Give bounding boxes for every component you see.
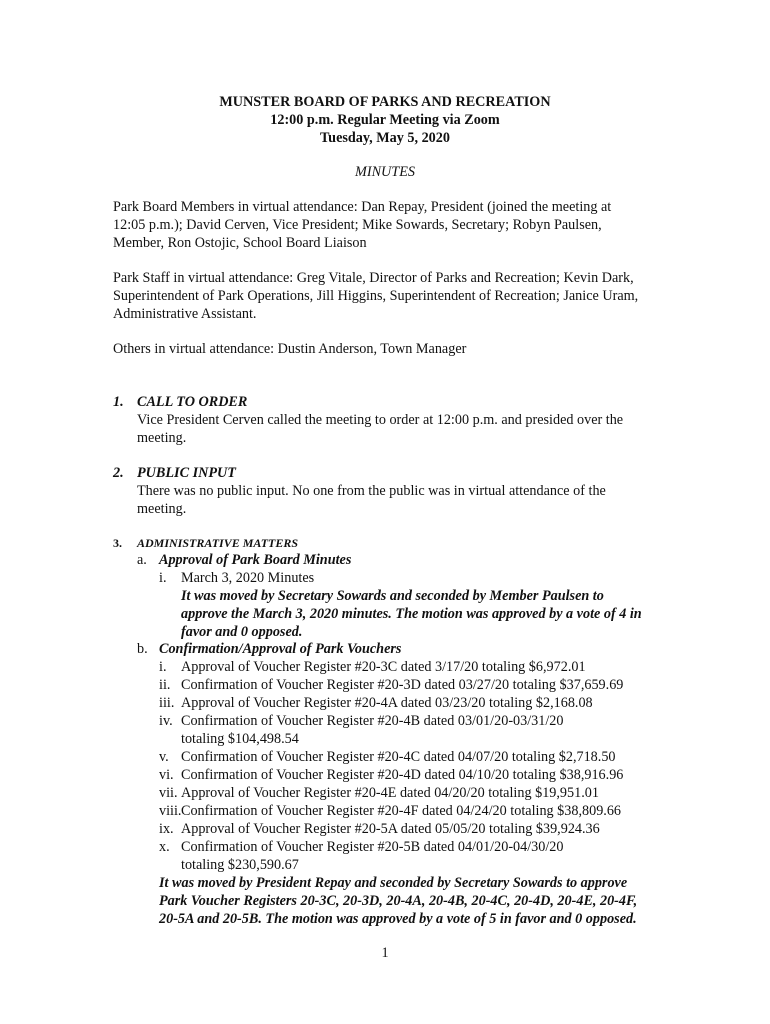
section-2-text-line-2: meeting.: [137, 501, 187, 517]
board-attendance-line-3: Member, Ron Ostojic, School Board Liaison: [113, 235, 367, 251]
section-1-title: CALL TO ORDER: [137, 394, 248, 410]
section-2-title: PUBLIC INPUT: [137, 465, 236, 481]
voucher-item: Confirmation of Voucher Register #20-4B dated 03/01/20-03/31/20: [181, 713, 564, 729]
subsection-a-i-marker: i.: [159, 570, 167, 586]
minutes-motion-line-3: favor and 0 opposed.: [181, 624, 303, 640]
board-attendance-line-1: Park Board Members in virtual attendance: Dan Repay, President (joined the meeting at: [113, 199, 612, 215]
section-2-number: 2.: [113, 465, 124, 481]
voucher-item: Approval of Voucher Register #20-4A dated 03/23/20 totaling $2,168.08: [181, 695, 593, 711]
voucher-item: Confirmation of Voucher Register #20-3D dated 03/27/20 totaling $37,659.69: [181, 677, 624, 693]
subsection-b-title: Confirmation/Approval of Park Vouchers: [159, 641, 402, 657]
staff-attendance-line-2: Superintendent of Park Operations, Jill Higgins, Superintendent of Recreation; Janice Uram,: [113, 288, 639, 304]
voucher-item: Approval of Voucher Register #20-5A dated 05/05/20 totaling $39,924.36: [181, 821, 600, 837]
voucher-motion-line-3: 20-5A and 20-5B. The motion was approved by a vote of 5 in favor and 0 opposed.: [159, 911, 637, 927]
voucher-item-marker: i.: [159, 659, 167, 675]
voucher-item-marker: x.: [159, 839, 170, 855]
voucher-item: Approval of Voucher Register #20-3C dated 3/17/20 totaling $6,972.01: [181, 659, 586, 675]
minutes-motion-line-1: It was moved by Secretary Sowards and seconded by Member Paulsen to: [181, 588, 604, 604]
voucher-item: Confirmation of Voucher Register #20-4D dated 04/10/20 totaling $38,916.96: [181, 767, 624, 783]
voucher-item-marker: vii.: [159, 785, 178, 801]
voucher-item-marker: ix.: [159, 821, 174, 837]
voucher-item: Confirmation of Voucher Register #20-4C dated 04/07/20 totaling $2,718.50: [181, 749, 616, 765]
section-2-text-line-1: There was no public input. No one from the public was in virtual attendance of the: [137, 483, 606, 499]
subsection-b-marker: b.: [137, 641, 148, 657]
staff-attendance-line-1: Park Staff in virtual attendance: Greg Vitale, Director of Parks and Recreation; Kevin Dark,: [113, 270, 634, 286]
voucher-item: Confirmation of Voucher Register #20-4F dated 04/24/20 totaling $38,809.66: [181, 803, 622, 819]
org-title: MUNSTER BOARD OF PARKS AND RECREATION: [219, 94, 551, 110]
minutes-motion-line-2: approve the March 3, 2020 minutes. The motion was approved by a vote of 4 in: [181, 606, 642, 622]
voucher-item-marker: viii.: [159, 803, 182, 819]
minutes-date-item: March 3, 2020 Minutes: [181, 570, 315, 586]
meeting-date: Tuesday, May 5, 2020: [320, 130, 450, 146]
meeting-subtitle: 12:00 p.m. Regular Meeting via Zoom: [270, 112, 500, 128]
voucher-motion-line-2: Park Voucher Registers 20-3C, 20-3D, 20-4A, 20-4B, 20-4C, 20-4D, 20-4E, 20-4F,: [159, 893, 638, 909]
voucher-item-marker: iv.: [159, 713, 173, 729]
voucher-item-continuation: totaling $104,498.54: [181, 731, 299, 747]
voucher-motion-line-1: It was moved by President Repay and seconded by Secretary Sowards to approve: [159, 875, 628, 891]
others-attendance: Others in virtual attendance: Dustin Anderson, Town Manager: [113, 341, 467, 357]
section-1-text-line-1: Vice President Cerven called the meeting to order at 12:00 p.m. and presided over the: [137, 412, 624, 428]
voucher-item-marker: vi.: [159, 767, 174, 783]
voucher-item-marker: v.: [159, 749, 169, 765]
subsection-a-title: Approval of Park Board Minutes: [159, 552, 352, 568]
section-1-number: 1.: [113, 394, 124, 410]
voucher-item-marker: iii.: [159, 695, 175, 711]
page-number: 1: [381, 945, 389, 961]
board-attendance-line-2: 12:05 p.m.); David Cerven, Vice President; Mike Sowards, Secretary; Robyn Paulsen,: [113, 217, 602, 233]
voucher-item: Confirmation of Voucher Register #20-5B dated 04/01/20-04/30/20: [181, 839, 564, 855]
section-3-title: ADMINISTRATIVE MATTERS: [137, 536, 299, 550]
voucher-item-continuation: totaling $230,590.67: [181, 857, 299, 873]
voucher-item: Approval of Voucher Register #20-4E dated 04/20/20 totaling $19,951.01: [181, 785, 599, 801]
subsection-a-marker: a.: [137, 552, 147, 568]
minutes-heading: MINUTES: [355, 164, 415, 180]
voucher-item-marker: ii.: [159, 677, 171, 693]
section-1-text-line-2: meeting.: [137, 430, 187, 446]
staff-attendance-line-3: Administrative Assistant.: [113, 306, 257, 322]
section-3-number: 3.: [113, 536, 122, 550]
